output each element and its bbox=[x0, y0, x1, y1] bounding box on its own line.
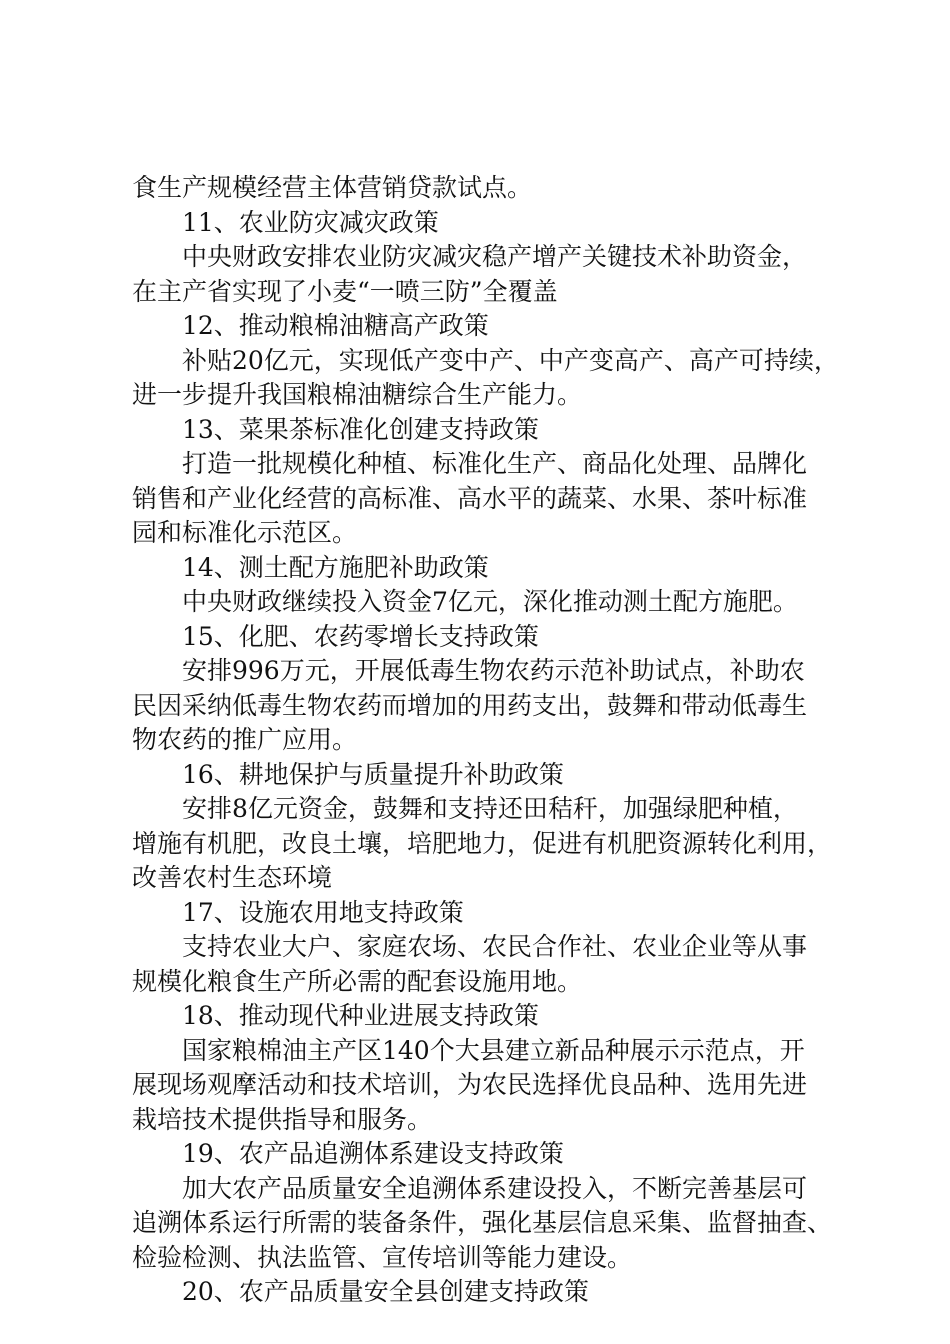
section-heading: 14、测土配方施肥补助政策 bbox=[182, 552, 489, 582]
paragraph-line: 检验检测、执法监管、宣传培训等能力建设。 bbox=[132, 1242, 633, 1272]
paragraph-first-line: 安排996万元，开展低毒生物农药示范补助试点，补助农 bbox=[182, 656, 805, 685]
paragraph-first-line: 补贴20亿元，实现低产变中产、中产变高产、高产可持续， bbox=[182, 345, 839, 375]
paragraph-line: 民因采纳低毒生物农药而增加的用药支出，鼓舞和带动低毒生 bbox=[132, 690, 808, 720]
paragraph-line: 在主产省实现了小麦“一喷三防”全覆盖 bbox=[132, 276, 558, 306]
section-heading: 17、设施农用地支持政策 bbox=[182, 897, 464, 927]
paragraph-line: 改善农村生态环境 bbox=[132, 863, 333, 892]
paragraph-first-line: 中央财政安排农业防灾减灾稳产增产关键技术补助资金， bbox=[182, 242, 808, 271]
section-heading: 12、推动粮棉油糖高产政策 bbox=[182, 311, 489, 340]
paragraph-first-line: 国家粮棉油主产区140个大县建立新品种展示示范点，开 bbox=[182, 1035, 805, 1065]
section-heading: 18、推动现代种业进展支持政策 bbox=[182, 1001, 539, 1030]
paragraph-line: 食生产规模经营主体营销贷款试点。 bbox=[132, 173, 533, 202]
paragraph-first-line: 支持农业大户、家庭农场、农民合作社、农业企业等从事 bbox=[182, 932, 808, 961]
section-heading: 15、化肥、农药零增长支持政策 bbox=[182, 621, 539, 651]
paragraph-first-line: 加大农产品质量安全追溯体系建设投入，不断完善基层可 bbox=[182, 1173, 808, 1203]
section-heading: 19、农产品追溯体系建设支持政策 bbox=[182, 1139, 564, 1168]
section-heading: 11、农业防灾减灾政策 bbox=[182, 207, 439, 237]
section-heading: 16、耕地保护与质量提升补助政策 bbox=[182, 759, 564, 789]
paragraph-line: 物农药的推广应用。 bbox=[132, 725, 358, 754]
paragraph-line: 追溯体系运行所需的装备条件，强化基层信息采集、监督抽查、 bbox=[132, 1208, 833, 1237]
section-heading: 20、农产品质量安全县创建支持政策 bbox=[182, 1277, 589, 1306]
paragraph-line: 展现场观摩活动和技术培训，为农民选择优良品种、选用先进 bbox=[132, 1070, 808, 1099]
paragraph-first-line: 打造一批规模化种植、标准化生产、商品化处理、品牌化 bbox=[182, 449, 808, 478]
paragraph-line: 栽培技术提供指导和服务。 bbox=[132, 1104, 433, 1134]
document-body bbox=[132, 171, 839, 1310]
paragraph-line: 增施有机肥，改良土壤，培肥地力，促进有机肥资源转化利用， bbox=[132, 828, 833, 858]
paragraph-line: 园和标准化示范区。 bbox=[132, 518, 358, 547]
paragraph-first-line: 中央财政继续投入资金7亿元，深化推动测土配方施肥。 bbox=[182, 587, 798, 616]
paragraph-line: 规模化粮食生产所必需的配套设施用地。 bbox=[132, 966, 583, 996]
paragraph-line: 进一步提升我国粮棉油糖综合生产能力。 bbox=[132, 380, 583, 409]
paragraph-line: 销售和产业化经营的高标准、高水平的蔬菜、水果、茶叶标准 bbox=[132, 483, 808, 513]
paragraph-first-line: 安排8亿元资金，鼓舞和支持还田秸秆，加强绿肥种植， bbox=[182, 794, 798, 823]
section-heading: 13、菜果茶标准化创建支持政策 bbox=[182, 414, 539, 444]
